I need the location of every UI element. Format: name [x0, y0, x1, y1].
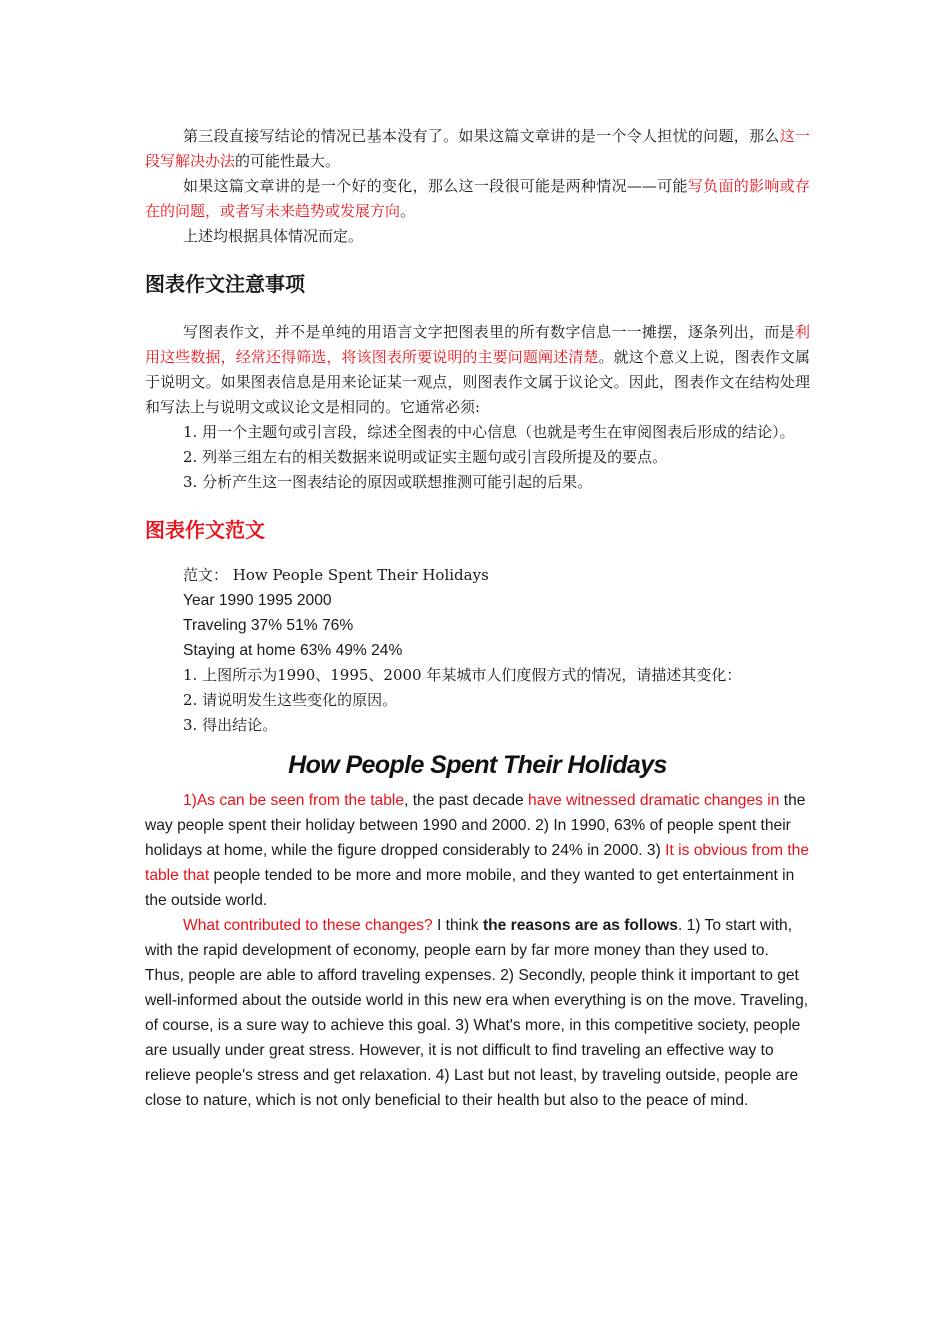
text-run: the way people spent their holiday between 1990 and 2000. 2) In 1990, 63% of people spent their holidays at home, while the figure dropped considerably to 24% in 2000. 3): [145, 792, 806, 859]
text-run: , the past decade: [404, 792, 529, 809]
prompt-line: 2. 请说明发生这些变化的原因。: [183, 691, 398, 709]
notes-list-item: 2. 列举三组左右的相关数据来说明或证实主题句或引言段所提及的要点。: [183, 448, 668, 466]
highlight-text: 这一段写解决办法: [145, 127, 810, 170]
highlight-text: 利用这些数据，经常还得筛选，将该图表所要说明的主要问题阐述清楚: [145, 323, 810, 366]
notes-list-item: 3. 分析产生这一图表结论的原因或联想推测可能引起的后果。: [183, 473, 593, 491]
text-run: . 1) To start with, with the rapid development of economy, people earn by far more money than they used to. Thus, people are able to afford traveling expenses. 2) Secondly, people think it important to get well-informed about the outside world in this new era when everything is on the move. Traveling, of course, is a sure way to achieve this goal. 3) What's more, in this competitive society, people are usually under great stress. However, it is not difficult to find traveling an effective way to relieve people's stress and get relaxation. 4) Last but not least, by traveling outside, people are close to nature, which is not only beneficial to their health but also to the peace of mind.: [145, 917, 809, 1109]
section-heading-notes: 图表作文注意事项: [145, 272, 305, 296]
prompt-line: [145, 563, 810, 588]
text-run: 。: [400, 202, 416, 220]
text-run: I think: [432, 917, 483, 934]
highlight-text: What contributed to these changes?: [183, 917, 433, 934]
notes-paragraph: [145, 320, 810, 420]
essay-paragraph-2: [145, 913, 810, 1113]
intro-paragraph-1: [145, 124, 810, 174]
highlight-text: have witnessed dramatic changes in: [528, 792, 780, 809]
intro-paragraph-3: 上述均根据具体情况而定。: [183, 227, 364, 245]
text-run: 写图表作文，并不是单纯的用语言文字把图表里的所有数字信息一一摊摆，逐条列出，而是: [183, 323, 795, 341]
text-run: people tended to be more and more mobile, and they wanted to get entertainment in the outside world.: [145, 867, 795, 909]
sample-prompt: [145, 563, 810, 738]
prompt-line: 3. 得出结论。: [183, 716, 278, 734]
section-heading-sample: 图表作文范文: [145, 518, 265, 542]
prompt-line: Staying at home 63% 49% 24%: [183, 642, 403, 659]
highlight-text: 写负面的影响或存在的问题，或者写未来趋势或发展方向: [145, 177, 810, 220]
text-run: 第三段直接写结论的情况已基本没有了。如果这篇文章讲的是一个令人担忧的问题，那么: [183, 127, 780, 145]
prompt-line: Traveling 37% 51% 76%: [183, 617, 354, 634]
text-run: 。就这个意义上说，图表作文属于说明文。如果图表信息是用来论证某一观点，则图表作文属于议论文。因此，图表作文在结构处理和写法上与说明文或议论文是相同的。它通常必须:: [145, 348, 810, 416]
highlight-text: It is obvious from the table that: [145, 842, 809, 884]
document-body: [145, 124, 810, 1113]
notes-list-item: 1. 用一个主题句或引言段，综述全图表的中心信息（也就是考生在审阅图表后形成的结论）。: [183, 423, 795, 441]
prompt-line: 1. 上图所示为1990、1995、2000 年某城市人们度假方式的情况，请描述其变化：: [183, 666, 742, 684]
highlight-text: 1)As can be seen from the table: [183, 792, 405, 809]
text-run: 范文： How People Spent Their Holidays: [183, 566, 489, 584]
prompt-line: Year 1990 1995 2000: [183, 592, 332, 609]
text-run: 的可能性最大。: [235, 152, 341, 170]
bold-text: the reasons are as follows: [482, 917, 678, 934]
text-run: 如果这篇文章讲的是一个好的变化，那么这一段很可能是两种情况——可能: [183, 177, 688, 195]
intro-paragraph-2: [145, 174, 810, 224]
essay-title: How People Spent Their Holidays: [288, 751, 667, 779]
essay-paragraph-1: [145, 788, 810, 913]
